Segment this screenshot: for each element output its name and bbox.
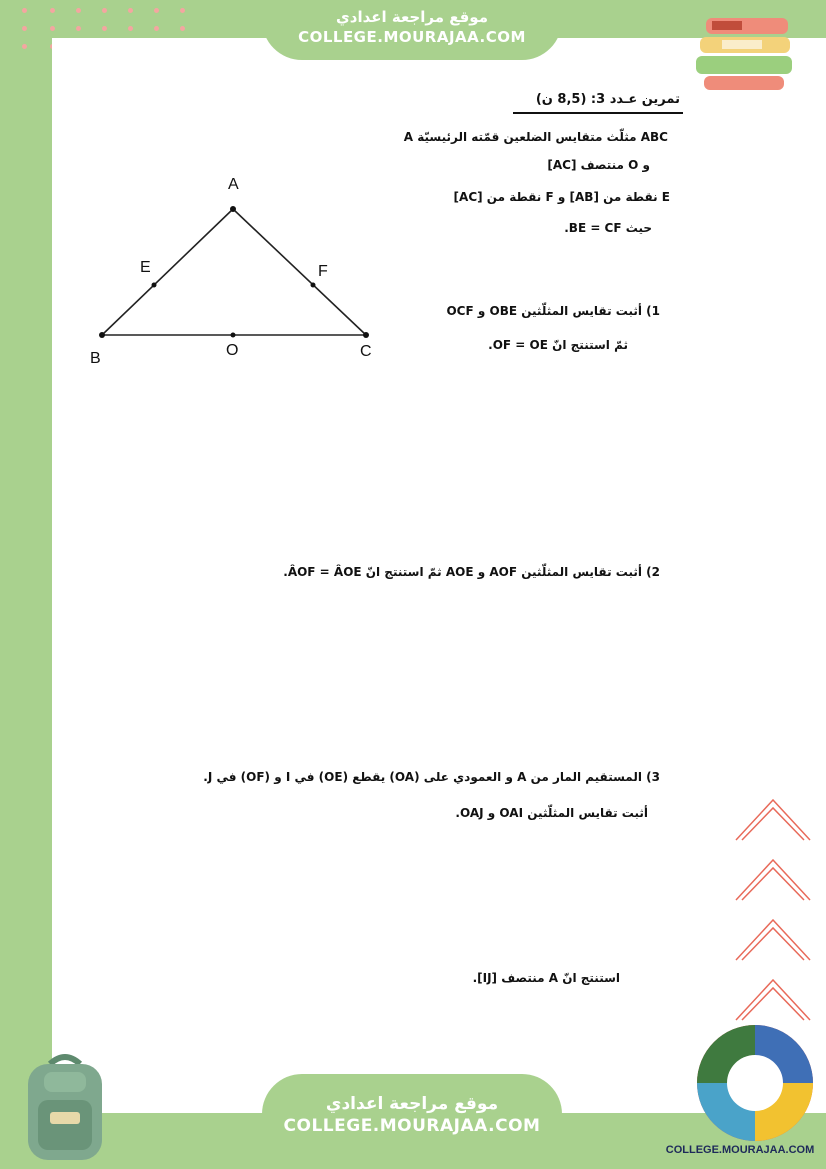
point-label-c: C — [360, 343, 372, 360]
point-label-e: E — [140, 259, 151, 276]
statement-line-1: ABC مثلّث متقايس الضلعين قمّته الرئيسيّة A — [403, 130, 668, 144]
backpack-icon — [10, 1050, 120, 1165]
question-1-line-1: 1) أثبت تقايس المثلّثين OBE و OCF — [446, 304, 660, 318]
point-label-o: O — [226, 342, 239, 359]
question-1-line-2: ثمّ استنتج انّ OF = OE. — [488, 338, 628, 352]
footer-site-name: موقع مراجعة اعدادي — [325, 1094, 499, 1114]
title-underline — [513, 112, 683, 114]
statement-line-3: E نقطة من [AB] و F نقطة من [AC] — [453, 190, 670, 204]
triangle-figure — [80, 170, 400, 380]
question-4-line-1: استنتج انّ A منتصف [IJ]. — [472, 971, 620, 985]
statement-line-2: و O منتصف [AC] — [547, 158, 650, 172]
books-icon — [692, 10, 802, 95]
exercise-title: تمرين عـدد 3: (8,5 ن) — [535, 92, 680, 107]
question-3-line-1: 3) المستقيم المار من A و العمودي على (OA) يقطع (OE) في I و (OF) في J. — [203, 770, 660, 784]
chevron-decoration — [728, 790, 818, 1030]
header-tab — [262, 0, 562, 60]
footer-tab — [262, 1074, 562, 1169]
footer-brand[interactable]: COLLEGE.MOURAJAA.COM — [665, 1144, 815, 1156]
site-logo — [694, 1022, 816, 1144]
question-3-line-2: أثبت تقايس المثلّثين OAI و OAJ. — [455, 806, 648, 820]
point-label-f: F — [318, 263, 328, 280]
question-2-line-1: 2) أثبت تقايس المثلّثين AOF و AOE ثمّ استنتج انّ ÂOF = ÂOE. — [283, 565, 660, 579]
statement-line-4: حيث BE = CF. — [564, 221, 652, 235]
header-site-name: موقع مراجعة اعدادي — [336, 8, 488, 26]
point-label-a: A — [228, 176, 239, 193]
footer-site-url[interactable]: COLLEGE.MOURAJAA.COM — [283, 1116, 541, 1136]
header-site-url[interactable]: COLLEGE.MOURAJAA.COM — [298, 28, 526, 46]
point-label-b: B — [90, 350, 101, 367]
